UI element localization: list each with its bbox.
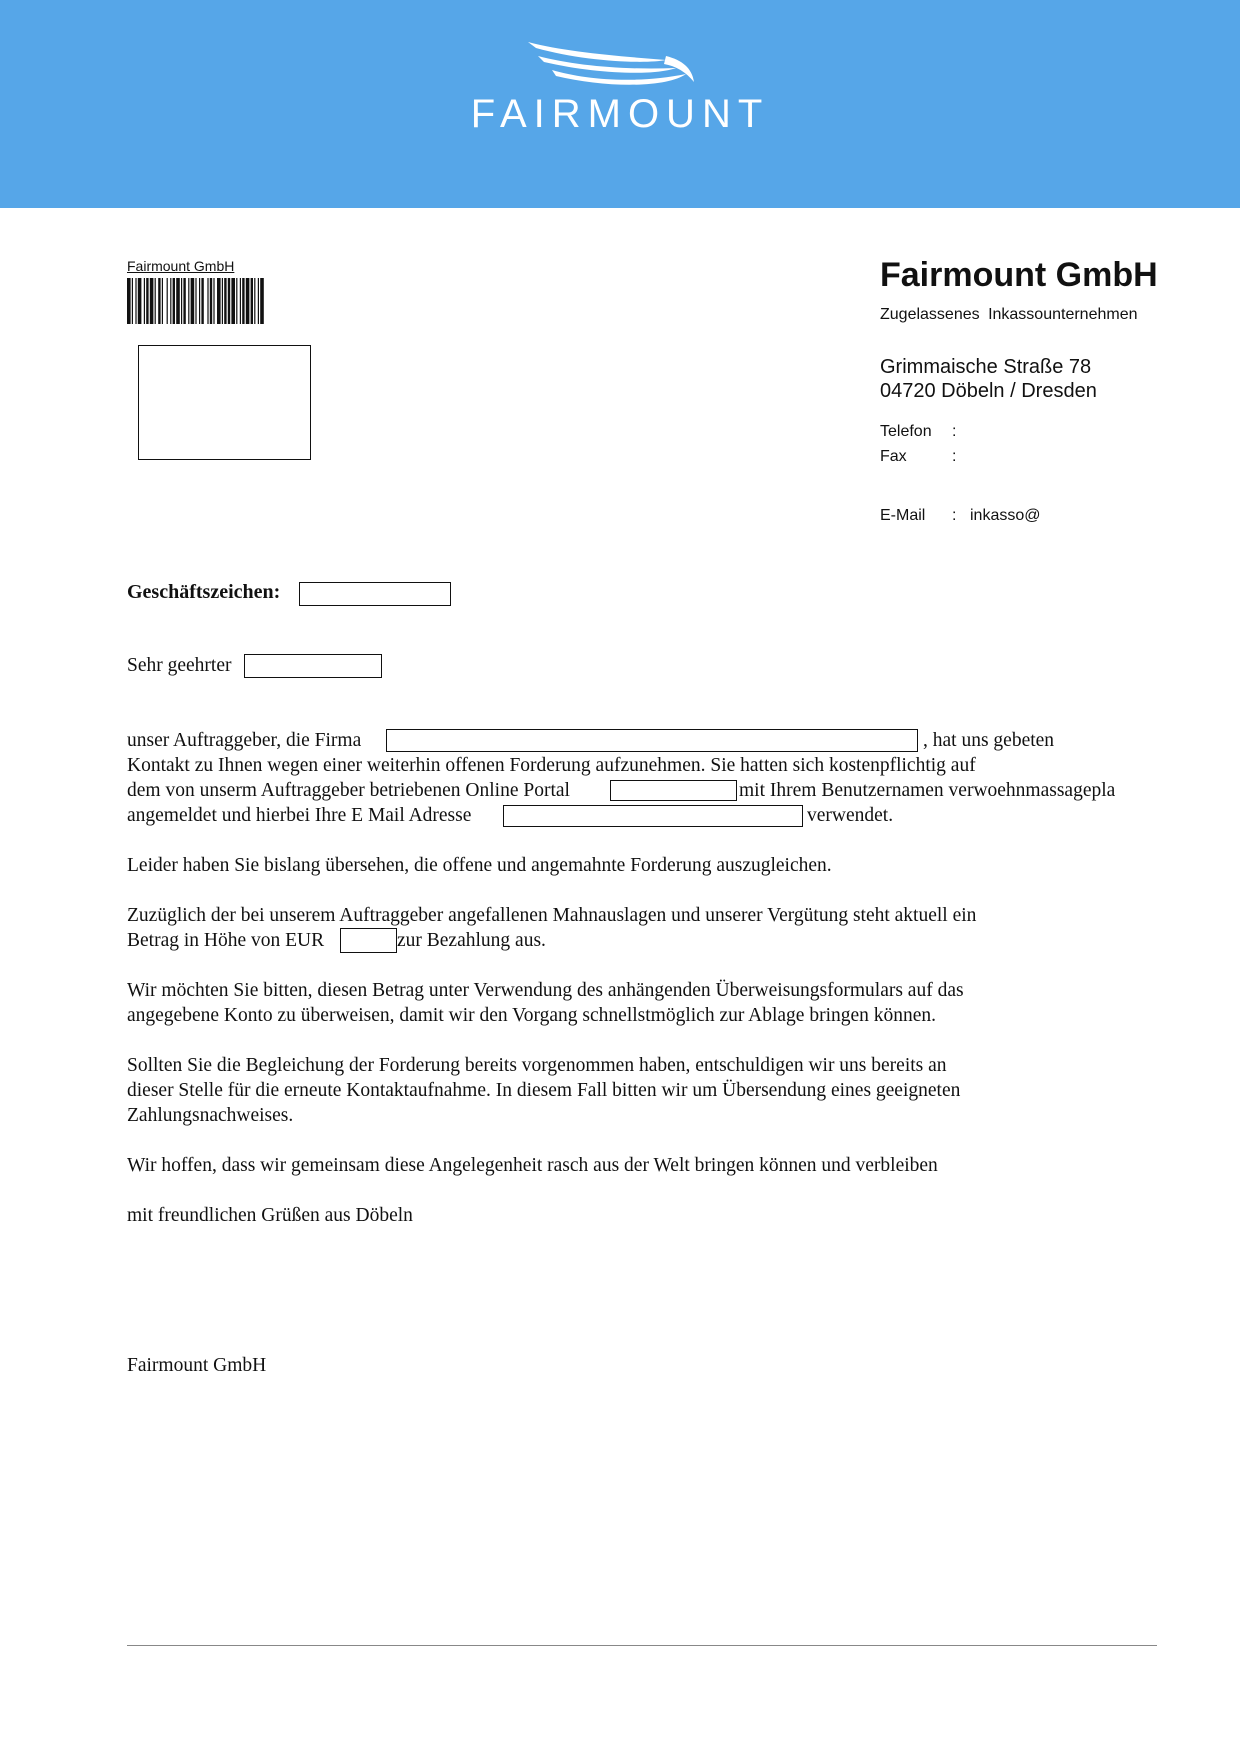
company-city: 04720 Döbeln / Dresden [880, 380, 1097, 402]
company-name: Fairmount GmbH [880, 256, 1158, 294]
company-subtitle: Zugelassenes Inkassounternehmen [880, 306, 1138, 323]
p5-line3: Zahlungsnachweises. [127, 1105, 294, 1126]
barcode [127, 278, 357, 324]
fax-row [880, 448, 970, 466]
recipient-name-field [244, 654, 382, 678]
email-label: E-Mail [880, 507, 926, 524]
reference-label: Geschäftszeichen: [127, 581, 281, 603]
header-banner [0, 0, 1240, 208]
phone-row [880, 423, 970, 441]
company-street: Grimmaische Straße 78 [880, 356, 1092, 378]
p1-line2: Kontakt zu Ihnen wegen einer weiterhin offenen Forderung aufzunehmen. Sie hatten sich kostenpflichtig auf [127, 755, 976, 776]
p5-line2: dieser Stelle für die erneute Kontaktaufnahme. In diesem Fall bitten wir um Übersendung eines geeigneten [127, 1080, 961, 1101]
p2-line1: Leider haben Sie bislang übersehen, die offene und angemahnte Forderung auszugleichen. [127, 855, 832, 876]
email-address-field [503, 805, 803, 827]
p3-line1: Zuzüglich der bei unserem Auftraggeber angefallenen Mahnauslagen und unserer Vergütung steht aktuell ein [127, 905, 977, 926]
p3-line2-end: zur Bezahlung aus. [397, 930, 546, 951]
p1-line1-end: , hat uns gebeten [923, 730, 1055, 751]
p4-line2: angegebene Konto zu überweisen, damit wir den Vorgang schnellstmöglich zur Ablage bringen können. [127, 1005, 937, 1026]
sender-return-line: Fairmount GmbH [127, 258, 235, 274]
signature: Fairmount GmbH [127, 1355, 267, 1376]
reference-field [299, 582, 451, 606]
p4-line1: Wir möchten Sie bitten, diesen Betrag unter Verwendung des anhängenden Überweisungsformulars auf das [127, 980, 964, 1001]
salutation: Sehr geehrter [127, 655, 232, 676]
fax-separator: : [952, 448, 957, 465]
footer-divider [127, 1645, 1157, 1646]
p3-line2-start: Betrag in Höhe von EUR [127, 930, 325, 951]
p1-line4-start: angemeldet und hierbei Ihre E Mail Adresse [127, 805, 472, 826]
p1-line3-start: dem von unserm Auftraggeber betriebenen Online Portal [127, 780, 570, 801]
p1-line3-end: mit Ihrem Benutzernamen verwoehnmassagepla [739, 780, 1116, 801]
logo-wordmark: FAIRMOUNT [470, 92, 770, 136]
email-value: inkasso@ [970, 507, 1041, 524]
address-window-box [138, 345, 311, 460]
fax-label: Fax [880, 448, 907, 465]
email-separator: : [952, 507, 957, 524]
closing-line: mit freundlichen Grüßen aus Döbeln [127, 1205, 413, 1226]
portal-name-field [610, 780, 737, 801]
email-row [880, 507, 1041, 525]
amount-field [340, 928, 397, 953]
p1-line4-end: verwendet. [807, 805, 894, 826]
phone-separator: : [952, 423, 957, 440]
phone-label: Telefon [880, 423, 932, 440]
client-company-field [386, 729, 918, 752]
p1-line1-start: unser Auftraggeber, die Firma [127, 730, 362, 751]
p6-line1: Wir hoffen, dass wir gemeinsam diese Angelegenheit rasch aus der Welt bringen können und verbleiben [127, 1155, 938, 1176]
p5-line1: Sollten Sie die Begleichung der Forderung bereits vorgenommen haben, entschuldigen wir uns bereits an [127, 1055, 947, 1076]
